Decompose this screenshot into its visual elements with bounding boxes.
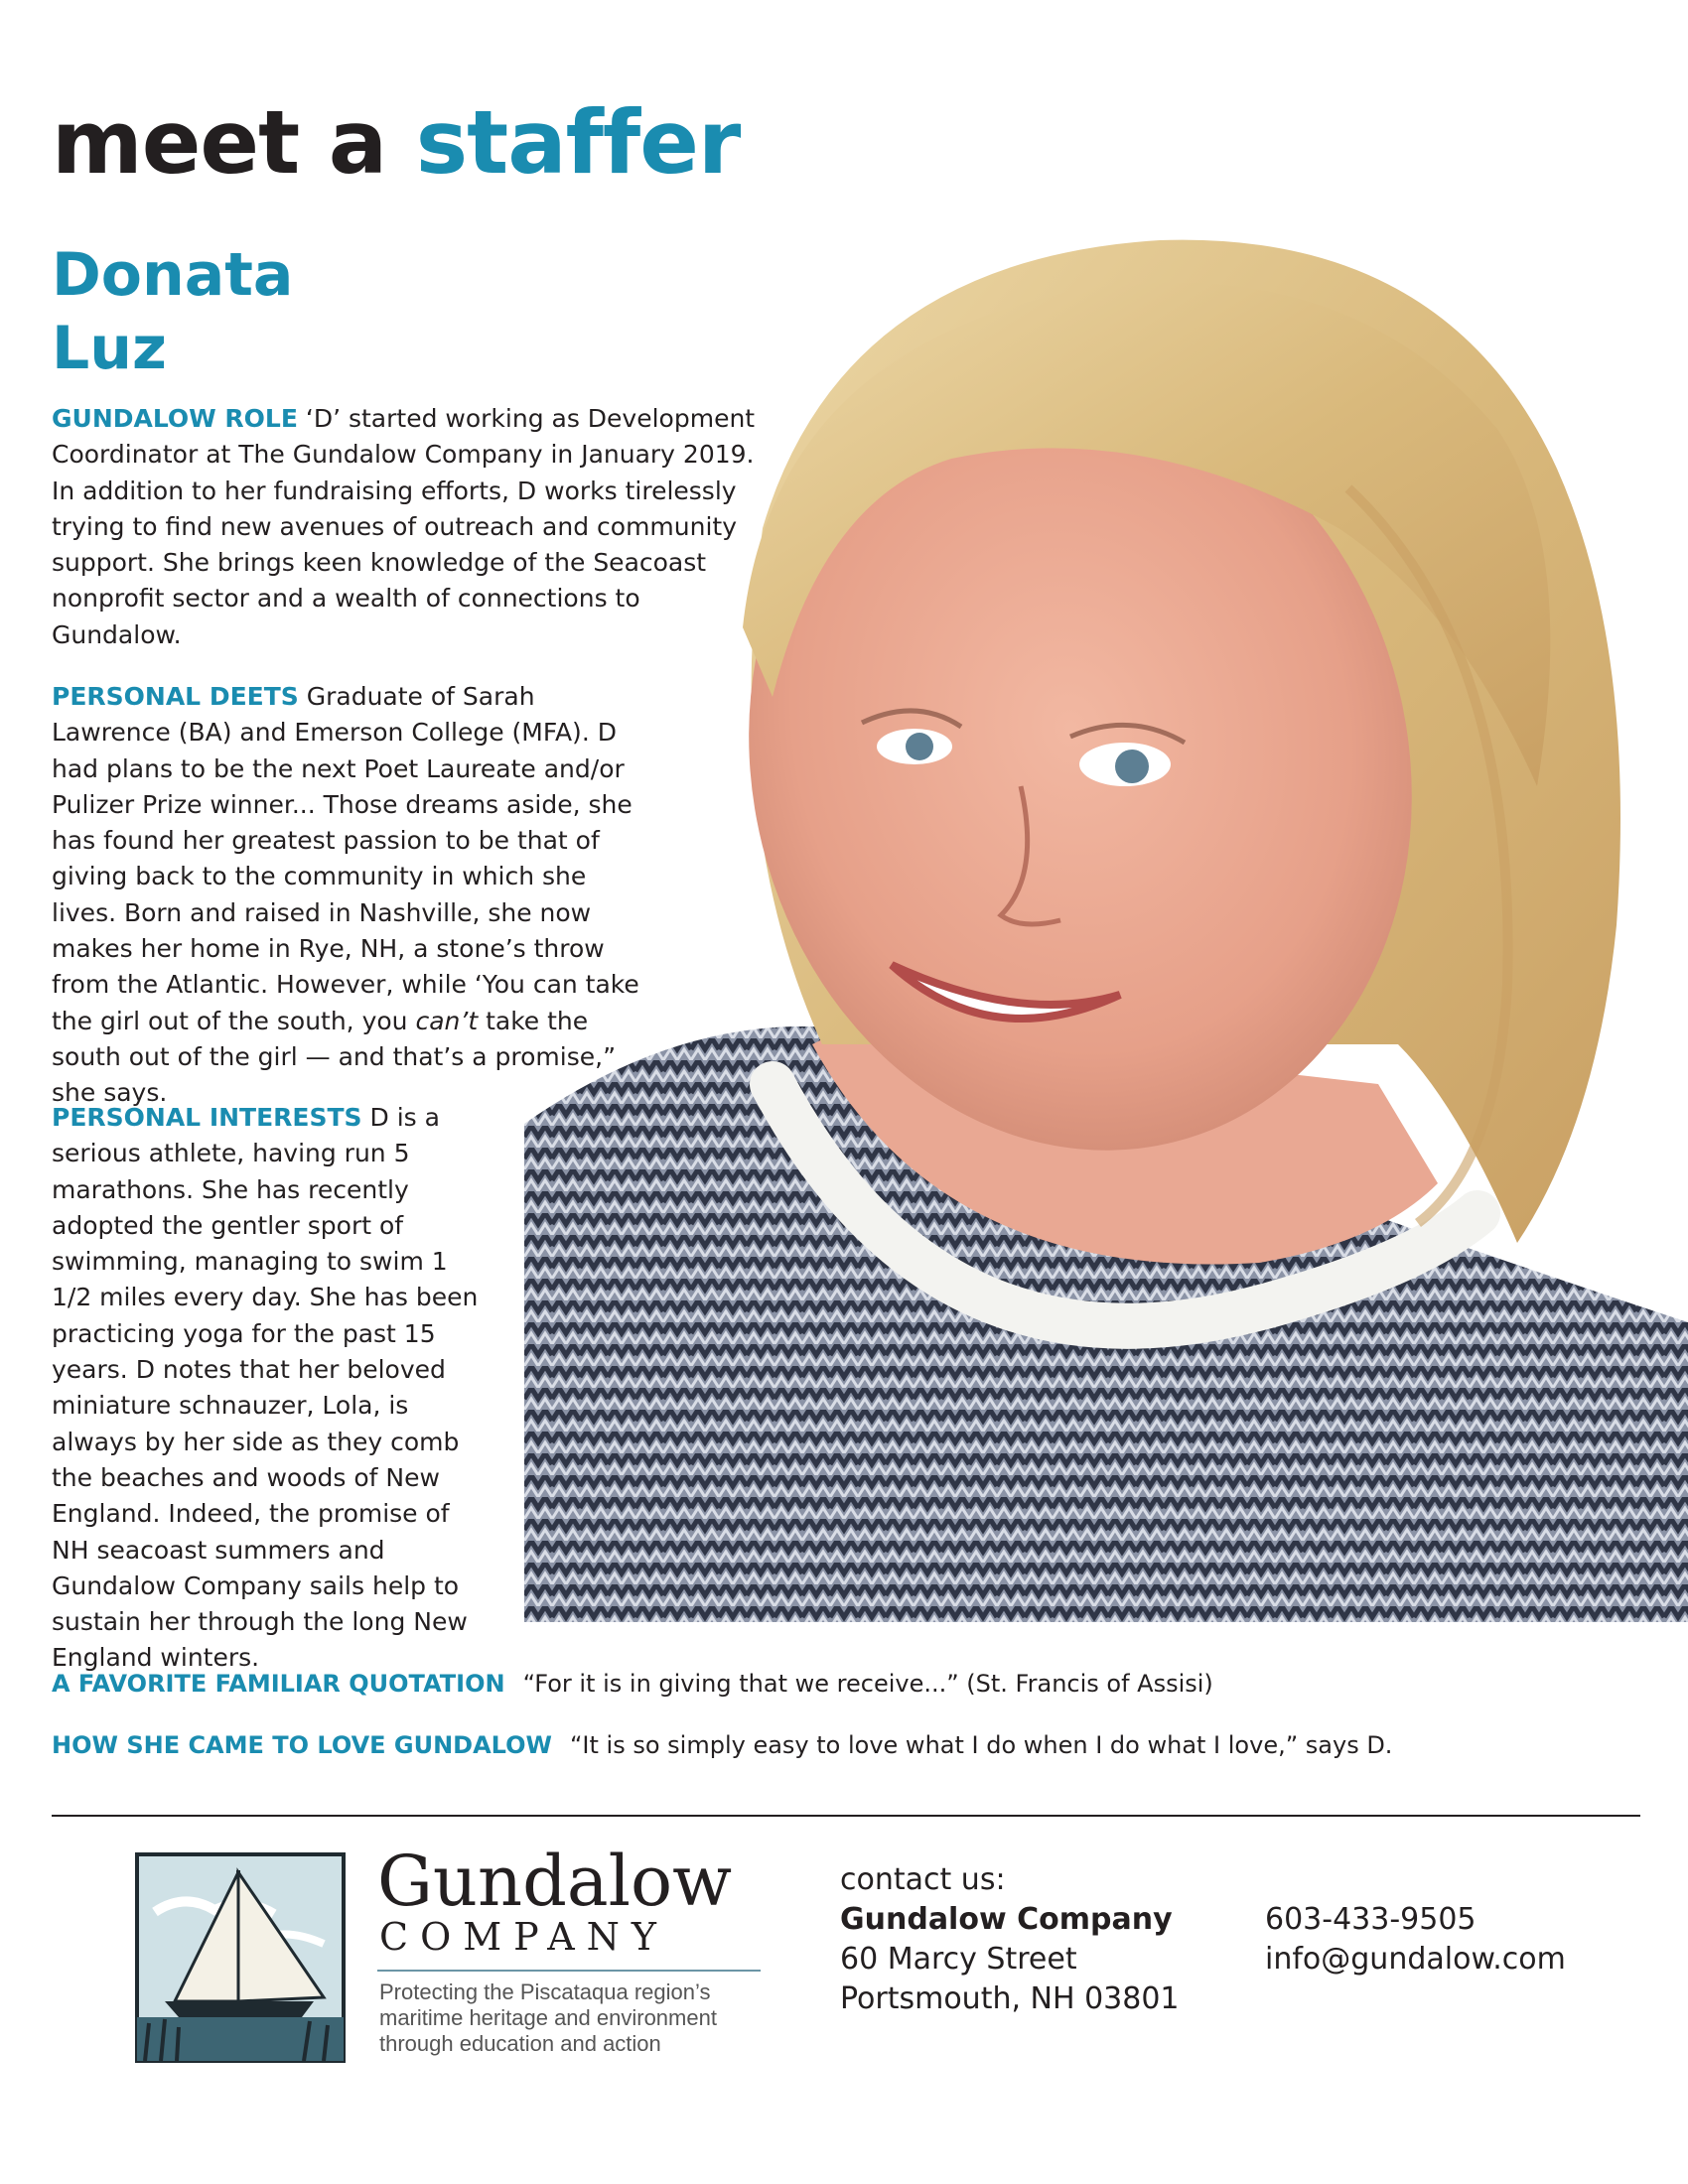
love-gundalow [52,1731,1392,1759]
love-gundalow-text: “It is so simply easy to love what I do when I do what I love,” says D. [570,1731,1393,1759]
headline [52,91,741,194]
staff-name [52,238,293,385]
bio-role [52,401,767,653]
favorite-quotation-label: A FAVORITE FAMILIAR QUOTATION [52,1670,505,1698]
bio-deets [52,679,647,1112]
staff-first-name: Donata [52,240,294,310]
bio-role-label: GUNDALOW ROLE [52,404,298,433]
love-gundalow-label: HOW SHE CAME TO LOVE GUNDALOW [52,1731,552,1759]
sailboat-logo-icon [135,1852,346,2063]
staff-last-name: Luz [52,314,167,383]
contact-email[interactable]: info@gundalow.com [1265,1942,1566,1977]
contact-label: contact us: [840,1862,1006,1897]
favorite-quotation [52,1670,1213,1698]
brand-rule [377,1970,761,1972]
tagline-line: maritime heritage and environment [379,2005,717,2030]
headline-meet-a: meet a [52,91,387,194]
brand-tagline [379,1979,776,2057]
bio-deets-label: PERSONAL DEETS [52,682,299,711]
contact-details [1265,1900,1566,1979]
brand-name: Gundalow [377,1841,733,1922]
contact-phone[interactable]: 603-433-9505 [1265,1902,1477,1937]
contact-org: Gundalow Company [840,1902,1173,1937]
footer-divider [52,1815,1640,1817]
bio-role-text: ‘D’ started working as Development Coordinator at The Gundalow Company in January 2019. In addition to her fundraising efforts, D works tirelessly trying to find new avenues of outreach and community support. She brings keen knowledge of the Seacoast nonprofit sector and a wealth of connections to Gundalow. [52,404,756,649]
brand-subtitle: COMPANY [379,1915,668,1959]
tagline-line: through education and action [379,2031,661,2056]
bio-deets-emphasis: can’t [415,1006,479,1035]
headline-staffer: staffer [415,91,741,194]
contact-street: 60 Marcy Street [840,1942,1077,1977]
contact-city: Portsmouth, NH 03801 [840,1981,1180,2016]
bio-interests [52,1100,479,1677]
bio-deets-text-end: take the south out of the girl — and that’s a promise,” she says. [52,1006,617,1108]
bio-deets-text: Graduate of Sarah Lawrence (BA) and Emerson College (MFA). D had plans to be the next Poet Laureate and/or Pulizer Prize winner... Those dreams aside, she has found her greatest passion to be that of giving back to the community in which she lives. Born and raised in Nashville, she now makes her home in Rye, NH, a stone’s throw from the Atlantic. However, while ‘You can take the girl out of the south, you [52,682,639,1035]
favorite-quotation-text: “For it is in giving that we receive...” (St. Francis of Assisi) [522,1670,1213,1698]
contact-block [840,1860,1180,2019]
bio-interests-label: PERSONAL INTERESTS [52,1103,362,1132]
tagline-line: Protecting the Piscataqua region’s [379,1979,711,2004]
bio-interests-text: D is a serious athlete, having run 5 marathons. She has recently adopted the gentler sport of swimming, managing to swim 1 1/2 miles every day. She has been practicing yoga for the past 15 years. D notes that her beloved miniature schnauzer, Lola, is always by her side as they comb the beaches and woods of New England. Indeed, the promise of NH seacoast summers and Gundalow Company sails help to sustain her through the long New England winters. [52,1103,479,1673]
